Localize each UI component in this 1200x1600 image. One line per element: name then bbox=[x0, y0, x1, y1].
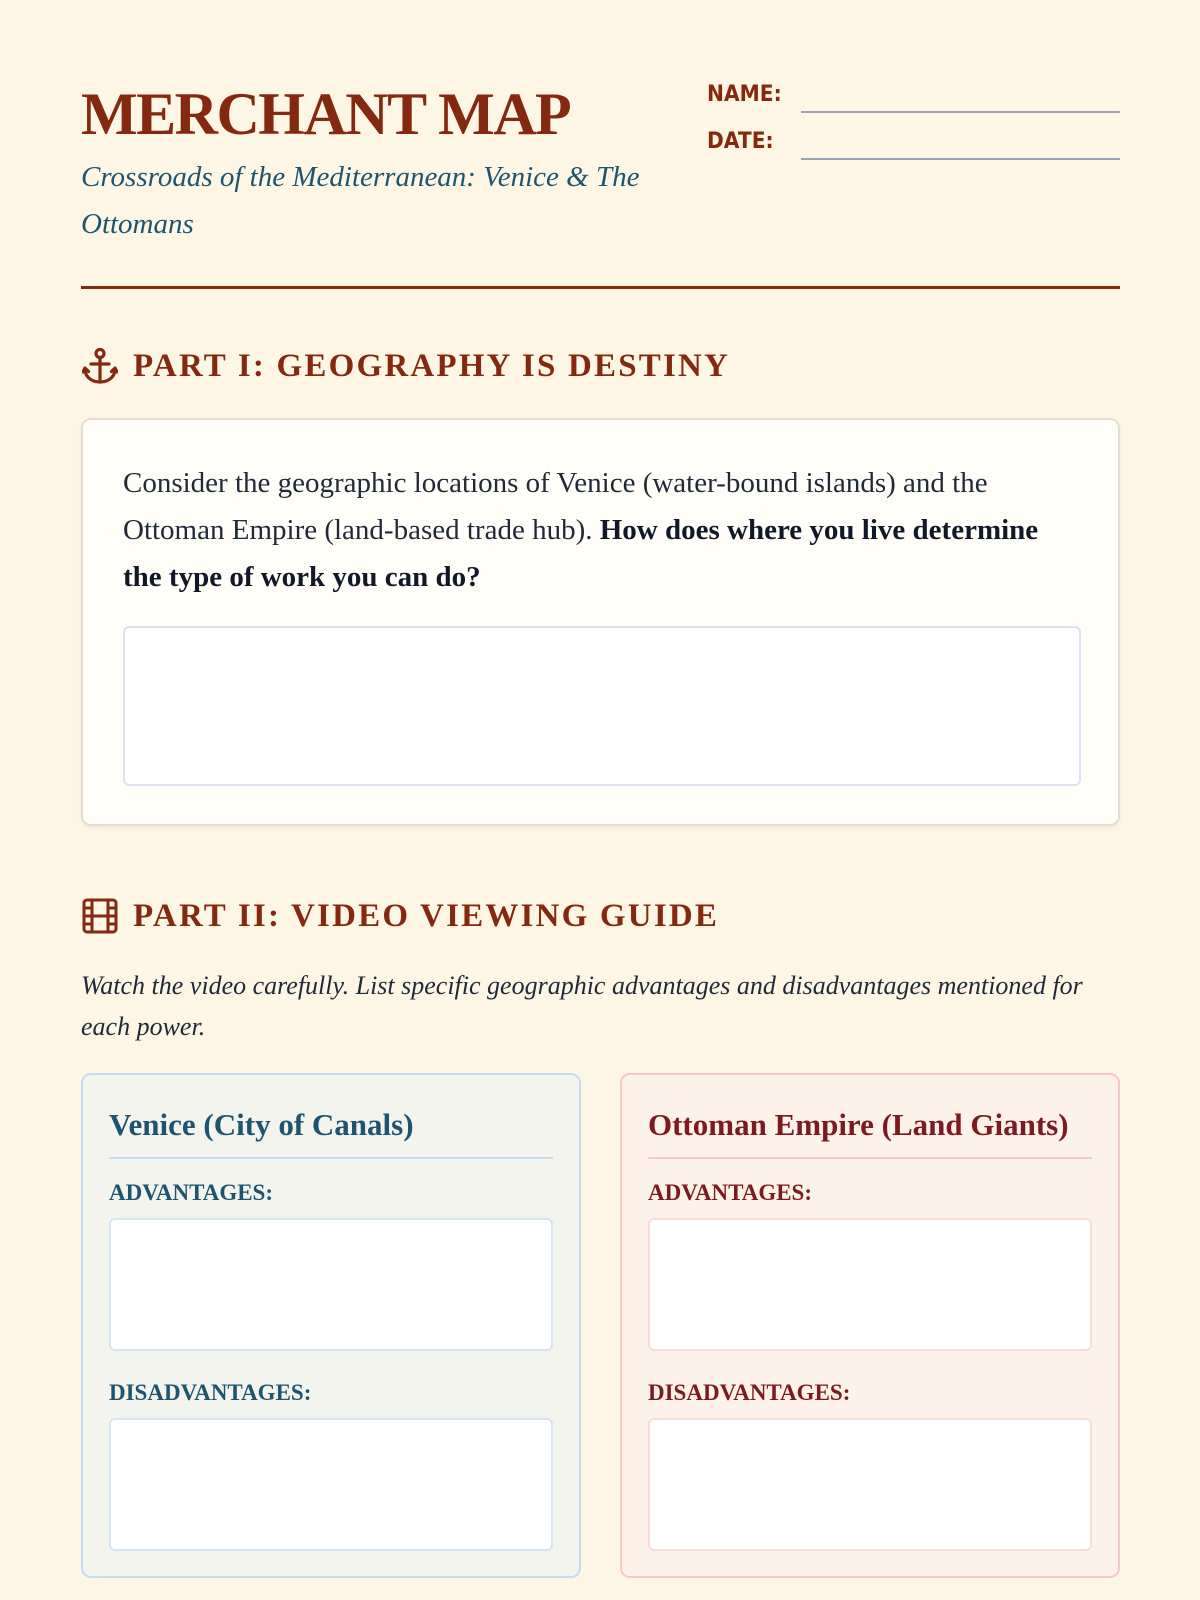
date-field[interactable] bbox=[801, 158, 1120, 160]
ottoman-advantages-box[interactable] bbox=[648, 1218, 1092, 1351]
anchor-icon bbox=[81, 346, 119, 386]
name-field[interactable] bbox=[801, 111, 1120, 113]
page-subtitle: Crossroads of the Mediterranean: Venice & The Ottomans bbox=[81, 161, 640, 240]
part1-prompt-text: Consider the geographic locations of Venice (water-bound islands) and the Ottoman Empire (land-based trade hub). bbox=[123, 467, 988, 546]
worksheet-header bbox=[81, 0, 1120, 292]
part2-instructions: Watch the video carefully. List specific geographic advantages and disadvantages mentioned for each power. bbox=[81, 971, 1083, 1041]
venice-title: Venice (City of Canals) bbox=[109, 1107, 414, 1142]
film-icon bbox=[81, 896, 119, 936]
name-label: NAME: bbox=[707, 82, 782, 107]
part1-card bbox=[81, 418, 1120, 826]
ottoman-column bbox=[620, 1073, 1120, 1578]
venice-advantages-box[interactable] bbox=[109, 1218, 553, 1351]
part1-prompt-question: How does where you live determine the type of work you can do? bbox=[123, 514, 1039, 593]
part1-heading bbox=[81, 343, 1120, 389]
part2-title: PART II: VIDEO VIEWING GUIDE bbox=[133, 897, 720, 934]
date-row bbox=[707, 127, 1120, 161]
venice-advantages-label: ADVANTAGES: bbox=[109, 1180, 274, 1205]
ottoman-disadvantages-label: DISADVANTAGES: bbox=[648, 1380, 851, 1405]
venice-disadvantages-box[interactable] bbox=[109, 1418, 553, 1551]
ottoman-disadvantages-box[interactable] bbox=[648, 1418, 1092, 1551]
venice-disadvantages-label: DISADVANTAGES: bbox=[109, 1380, 312, 1405]
venice-divider bbox=[109, 1157, 553, 1159]
part1-title: PART I: GEOGRAPHY IS DESTINY bbox=[133, 347, 731, 384]
ottoman-divider bbox=[648, 1157, 1092, 1159]
part1-prompt bbox=[123, 460, 1083, 601]
part1-answer-box[interactable] bbox=[123, 626, 1081, 786]
date-label: DATE: bbox=[707, 129, 774, 154]
page-title: MERCHANT MAP bbox=[81, 81, 571, 147]
venice-column bbox=[81, 1073, 581, 1578]
header-divider bbox=[81, 286, 1120, 289]
ottoman-advantages-label: ADVANTAGES: bbox=[648, 1180, 813, 1205]
ottoman-title: Ottoman Empire (Land Giants) bbox=[648, 1107, 1069, 1142]
name-row bbox=[707, 80, 1120, 114]
part2-heading bbox=[81, 893, 1120, 939]
